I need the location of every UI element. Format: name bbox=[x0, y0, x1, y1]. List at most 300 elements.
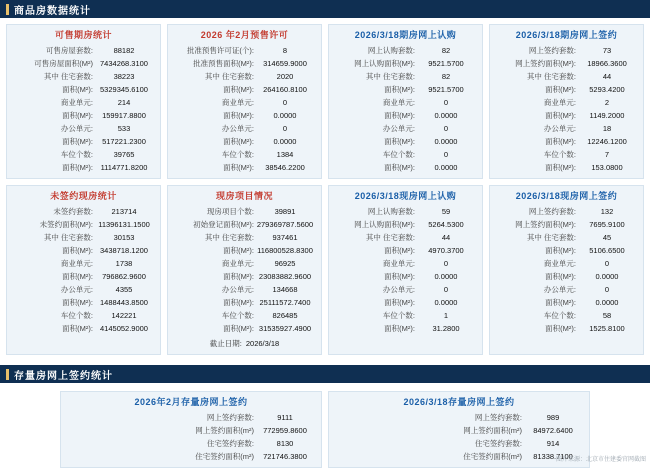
row-value: 9521.5700 bbox=[428, 59, 464, 68]
row-value: 1525.8100 bbox=[589, 324, 625, 333]
row-label: 车位个数: bbox=[60, 311, 93, 320]
card-stock-daily-contract bbox=[328, 391, 590, 468]
row-value: 5106.6500 bbox=[589, 246, 625, 255]
row-value: 0 bbox=[443, 259, 449, 268]
data-row bbox=[495, 296, 638, 309]
row-label: 办公单元: bbox=[382, 285, 415, 294]
row-label: 面积(M²): bbox=[384, 246, 415, 255]
data-row bbox=[495, 322, 638, 335]
data-row bbox=[334, 231, 477, 244]
row-value: 23083882.9600 bbox=[258, 272, 312, 281]
row-value: 73 bbox=[602, 46, 612, 55]
row-value: 81338.7100 bbox=[533, 452, 573, 461]
data-row bbox=[173, 218, 316, 231]
row-label: 商业单元: bbox=[543, 259, 576, 268]
row-value: 132 bbox=[600, 207, 614, 216]
row-value: 30153 bbox=[113, 233, 135, 242]
row-label: 批准预售面积(M²): bbox=[193, 59, 254, 68]
data-row bbox=[495, 244, 638, 257]
card-grid-commodity-housing bbox=[0, 18, 650, 361]
data-row bbox=[12, 309, 155, 322]
data-row bbox=[12, 44, 155, 57]
row-value: 44 bbox=[441, 233, 451, 242]
row-label: 面积(M²): bbox=[545, 85, 576, 94]
row-label: 住宅签约套数: bbox=[206, 439, 254, 448]
data-row bbox=[66, 437, 316, 450]
row-value: 989 bbox=[546, 413, 560, 422]
row-value: 0.0000 bbox=[434, 298, 458, 307]
card-rows bbox=[329, 411, 589, 463]
data-row bbox=[12, 96, 155, 109]
data-row bbox=[334, 135, 477, 148]
row-label: 面积(M²): bbox=[384, 111, 415, 120]
row-label: 车位个数: bbox=[382, 311, 415, 320]
data-row bbox=[334, 44, 477, 57]
card-available-presale bbox=[6, 24, 161, 179]
data-row bbox=[12, 322, 155, 335]
card-rows bbox=[61, 411, 321, 463]
row-value: 0 bbox=[443, 285, 449, 294]
row-label: 网上签约面积(m²) bbox=[463, 426, 522, 435]
row-label: 批准预售许可证(个): bbox=[186, 46, 254, 55]
data-row bbox=[173, 122, 316, 135]
row-value: 0 bbox=[604, 285, 610, 294]
row-value: 58 bbox=[602, 311, 612, 320]
row-label: 面积(M²): bbox=[384, 137, 415, 146]
section-title: 存量房网上签约统计 bbox=[14, 370, 113, 382]
card-presale-online-subscription bbox=[328, 24, 483, 179]
row-value: 3438718.1200 bbox=[100, 246, 148, 255]
row-value: 914 bbox=[546, 439, 560, 448]
section-header-commodity-housing bbox=[0, 0, 650, 18]
data-row bbox=[173, 70, 316, 83]
row-value: 517221.2300 bbox=[102, 137, 146, 146]
row-label: 面积(M²): bbox=[62, 163, 93, 172]
row-value: 5293.4200 bbox=[589, 85, 625, 94]
row-value: 31535927.4900 bbox=[258, 324, 312, 333]
row-value: 796862.9600 bbox=[102, 272, 146, 281]
row-label: 网上认购面积(M²): bbox=[354, 59, 415, 68]
row-value: 59 bbox=[441, 207, 451, 216]
row-label: 面积(M²): bbox=[223, 246, 254, 255]
data-row bbox=[12, 257, 155, 270]
row-label: 其中 住宅套数: bbox=[43, 233, 93, 242]
card-existing-online-subscription bbox=[328, 185, 483, 355]
data-row bbox=[66, 411, 316, 424]
row-label: 网上签约面积(M²): bbox=[515, 220, 576, 229]
row-label: 住宅签约面积(m²) bbox=[195, 452, 254, 461]
row-label: 面积(M²): bbox=[62, 246, 93, 255]
row-value: 0.0000 bbox=[434, 163, 458, 172]
row-value: 4970.3700 bbox=[428, 246, 464, 255]
data-row bbox=[173, 244, 316, 257]
data-row bbox=[495, 148, 638, 161]
row-label: 面积(M²): bbox=[62, 111, 93, 120]
card-rows bbox=[329, 205, 482, 335]
row-label: 车位个数: bbox=[221, 150, 254, 159]
data-row bbox=[12, 218, 155, 231]
data-row bbox=[12, 148, 155, 161]
row-label: 面积(M²): bbox=[223, 298, 254, 307]
row-value: 4145052.9000 bbox=[100, 324, 148, 333]
data-row bbox=[495, 70, 638, 83]
row-label: 未签约套数: bbox=[53, 207, 93, 216]
row-label: 面积(M²): bbox=[384, 85, 415, 94]
row-label: 办公单元: bbox=[543, 285, 576, 294]
card-title: 现房项目情况 bbox=[215, 191, 273, 201]
data-row bbox=[173, 148, 316, 161]
data-row bbox=[495, 161, 638, 174]
card-rows bbox=[490, 44, 643, 174]
row-value: 84972.6400 bbox=[533, 426, 573, 435]
row-label: 面积(M²): bbox=[384, 163, 415, 172]
data-row bbox=[12, 122, 155, 135]
row-value: 39765 bbox=[113, 150, 135, 159]
row-label: 面积(M²): bbox=[223, 111, 254, 120]
data-row bbox=[66, 450, 316, 463]
source-caption: 图片来源：北京市住建委官网截图 bbox=[555, 457, 646, 463]
row-label: 面积(M²): bbox=[384, 324, 415, 333]
data-row bbox=[334, 83, 477, 96]
row-label: 其中 住宅套数: bbox=[365, 72, 415, 81]
row-label: 办公单元: bbox=[221, 124, 254, 133]
row-label: 办公单元: bbox=[221, 285, 254, 294]
row-label: 网上签约面积(m²) bbox=[195, 426, 254, 435]
row-value: 0.0000 bbox=[595, 272, 619, 281]
row-value: 7434268.3100 bbox=[100, 59, 148, 68]
data-row bbox=[12, 135, 155, 148]
data-row bbox=[173, 309, 316, 322]
row-value: 38546.2200 bbox=[265, 163, 305, 172]
row-label: 网上认购套数: bbox=[367, 207, 415, 216]
data-row bbox=[173, 57, 316, 70]
row-label: 网上签约套数: bbox=[474, 413, 522, 422]
row-label: 办公单元: bbox=[543, 124, 576, 133]
data-row bbox=[173, 44, 316, 57]
row-value: 2026/3/18 bbox=[245, 339, 280, 348]
row-label: 面积(M²): bbox=[384, 272, 415, 281]
row-label: 办公单元: bbox=[382, 124, 415, 133]
row-value: 0.0000 bbox=[273, 137, 297, 146]
row-label: 面积(M²): bbox=[545, 298, 576, 307]
row-value: 82 bbox=[441, 72, 451, 81]
data-row bbox=[12, 57, 155, 70]
row-label: 车位个数: bbox=[60, 150, 93, 159]
section-header-stock-housing bbox=[0, 365, 650, 383]
row-label: 网上签约套数: bbox=[528, 46, 576, 55]
data-row bbox=[495, 44, 638, 57]
row-label: 住宅签约套数: bbox=[474, 439, 522, 448]
data-row bbox=[12, 109, 155, 122]
row-value: 214 bbox=[117, 98, 131, 107]
data-row bbox=[334, 70, 477, 83]
row-label: 其中 住宅套数: bbox=[526, 72, 576, 81]
row-label: 车位个数: bbox=[543, 150, 576, 159]
row-label: 面积(M²): bbox=[62, 324, 93, 333]
row-value: 44 bbox=[602, 72, 612, 81]
data-row bbox=[173, 270, 316, 283]
data-row bbox=[334, 96, 477, 109]
data-row bbox=[495, 283, 638, 296]
cutoff-date-row bbox=[173, 335, 316, 350]
row-label: 其中 住宅套数: bbox=[526, 233, 576, 242]
data-row bbox=[334, 424, 584, 437]
row-label: 面积(M²): bbox=[223, 137, 254, 146]
row-value: 0 bbox=[443, 98, 449, 107]
row-value: 2 bbox=[604, 98, 610, 107]
row-label: 面积(M²): bbox=[545, 324, 576, 333]
data-row bbox=[173, 205, 316, 218]
row-label: 网上认购面积(M²): bbox=[354, 220, 415, 229]
row-value: 96925 bbox=[274, 259, 296, 268]
data-row bbox=[334, 270, 477, 283]
data-row bbox=[495, 257, 638, 270]
row-value: 0.0000 bbox=[595, 298, 619, 307]
row-label: 初始登记面积(M²): bbox=[193, 220, 254, 229]
data-row bbox=[173, 109, 316, 122]
data-row bbox=[495, 205, 638, 218]
row-label: 办公单元: bbox=[60, 124, 93, 133]
row-label: 商业单元: bbox=[221, 259, 254, 268]
row-value: 1114771.8200 bbox=[100, 163, 148, 172]
row-value: 88182 bbox=[113, 46, 135, 55]
row-value: 1738 bbox=[115, 259, 133, 268]
row-value: 264160.8100 bbox=[263, 85, 307, 94]
card-title: 可售期房统计 bbox=[54, 30, 112, 40]
card-title: 2026年2月存量房网上签约 bbox=[134, 397, 248, 407]
data-row bbox=[334, 122, 477, 135]
row-value: 0.0000 bbox=[434, 137, 458, 146]
row-label: 未签约面积(M²): bbox=[39, 220, 93, 229]
data-row bbox=[173, 231, 316, 244]
row-value: 1488443.8500 bbox=[100, 298, 148, 307]
row-label: 商业单元: bbox=[60, 98, 93, 107]
card-rows bbox=[329, 44, 482, 174]
row-value: 4355 bbox=[115, 285, 133, 294]
row-value: 1384 bbox=[276, 150, 294, 159]
data-row bbox=[334, 296, 477, 309]
data-row bbox=[173, 257, 316, 270]
data-row bbox=[495, 218, 638, 231]
data-row bbox=[173, 161, 316, 174]
row-label: 面积(M²): bbox=[223, 163, 254, 172]
data-row bbox=[12, 231, 155, 244]
data-row bbox=[173, 283, 316, 296]
data-row bbox=[495, 83, 638, 96]
row-label: 商业单元: bbox=[221, 98, 254, 107]
row-value: 772959.8600 bbox=[263, 426, 307, 435]
row-value: 826485 bbox=[272, 311, 298, 320]
data-row bbox=[173, 96, 316, 109]
card-existing-project-status bbox=[167, 185, 322, 355]
data-row bbox=[12, 205, 155, 218]
row-label: 面积(M²): bbox=[62, 272, 93, 281]
row-value: 31.2800 bbox=[432, 324, 460, 333]
row-value: 1 bbox=[443, 311, 449, 320]
data-row bbox=[334, 411, 584, 424]
row-label: 面积(M²): bbox=[545, 137, 576, 146]
card-stock-monthly-contract bbox=[60, 391, 322, 468]
row-label: 商业单元: bbox=[382, 98, 415, 107]
card-grid-stock-housing bbox=[0, 383, 650, 476]
row-label: 面积(M²): bbox=[545, 246, 576, 255]
row-label: 商业单元: bbox=[543, 98, 576, 107]
row-label: 可售房屋面积(M²) bbox=[34, 59, 93, 68]
card-title: 2026/3/18期房网上签约 bbox=[515, 30, 618, 40]
row-label: 车位个数: bbox=[382, 150, 415, 159]
row-label: 网上签约面积(M²): bbox=[515, 59, 576, 68]
row-value: 45 bbox=[602, 233, 612, 242]
row-value: 937461 bbox=[272, 233, 298, 242]
data-row bbox=[12, 283, 155, 296]
row-label: 其中 住宅套数: bbox=[43, 72, 93, 81]
data-row bbox=[12, 270, 155, 283]
data-row bbox=[334, 109, 477, 122]
accent-bar-icon bbox=[6, 369, 9, 380]
row-label: 面积(M²): bbox=[62, 298, 93, 307]
data-row bbox=[495, 57, 638, 70]
row-value: 0.0000 bbox=[434, 272, 458, 281]
data-row bbox=[12, 70, 155, 83]
data-row bbox=[334, 283, 477, 296]
row-value: 533 bbox=[117, 124, 131, 133]
data-row bbox=[334, 161, 477, 174]
data-row bbox=[173, 322, 316, 335]
row-label: 其中 住宅套数: bbox=[365, 233, 415, 242]
row-label: 其中 住宅套数: bbox=[204, 72, 254, 81]
data-row bbox=[173, 135, 316, 148]
row-value: 39891 bbox=[274, 207, 296, 216]
row-label: 可售房屋套数: bbox=[45, 46, 93, 55]
row-label: 现房项目个数: bbox=[206, 207, 254, 216]
row-value: 7695.9100 bbox=[589, 220, 625, 229]
row-label: 网上签约套数: bbox=[528, 207, 576, 216]
row-label: 商业单元: bbox=[382, 259, 415, 268]
row-label: 面积(M²): bbox=[62, 137, 93, 146]
card-title: 2026/3/18现房网上认购 bbox=[354, 191, 457, 201]
row-label: 面积(M²): bbox=[62, 85, 93, 94]
data-row bbox=[66, 424, 316, 437]
row-label: 车位个数: bbox=[543, 311, 576, 320]
data-row bbox=[334, 437, 584, 450]
row-label: 住宅签约面积(m²) bbox=[463, 452, 522, 461]
card-rows bbox=[7, 44, 160, 174]
accent-bar-icon bbox=[6, 4, 9, 15]
row-value: 18 bbox=[602, 124, 612, 133]
row-value: 9111 bbox=[277, 413, 293, 422]
data-row bbox=[495, 96, 638, 109]
row-label: 网上认购套数: bbox=[367, 46, 415, 55]
row-label: 面积(M²): bbox=[545, 111, 576, 120]
data-row bbox=[12, 244, 155, 257]
row-value: 0 bbox=[604, 259, 610, 268]
data-row bbox=[173, 83, 316, 96]
data-row bbox=[495, 109, 638, 122]
row-value: 116800528.8300 bbox=[257, 246, 313, 255]
row-value: 314659.9000 bbox=[263, 59, 307, 68]
row-label: 网上签约套数: bbox=[206, 413, 254, 422]
row-value: 7 bbox=[604, 150, 610, 159]
data-row bbox=[173, 296, 316, 309]
card-title: 2026/3/18现房网上签约 bbox=[515, 191, 618, 201]
row-value: 11396131.1500 bbox=[98, 220, 150, 229]
row-value: 134668 bbox=[272, 285, 298, 294]
data-row bbox=[334, 57, 477, 70]
data-row bbox=[334, 148, 477, 161]
row-value: 0 bbox=[443, 124, 449, 133]
data-row bbox=[334, 257, 477, 270]
data-row bbox=[12, 161, 155, 174]
row-label: 面积(M²): bbox=[384, 298, 415, 307]
data-row bbox=[334, 322, 477, 335]
row-value: 38223 bbox=[113, 72, 135, 81]
row-value: 153.0800 bbox=[591, 163, 623, 172]
card-title: 2026 年2月预售许可 bbox=[200, 30, 289, 40]
row-value: 213714 bbox=[111, 207, 137, 216]
row-label: 面积(M²): bbox=[545, 272, 576, 281]
card-unsigned-existing bbox=[6, 185, 161, 355]
row-label: 面积(M²): bbox=[223, 324, 254, 333]
row-label: 面积(M²): bbox=[223, 85, 254, 94]
card-title: 2026/3/18存量房网上签约 bbox=[403, 397, 515, 407]
row-value: 142221 bbox=[111, 311, 137, 320]
row-label: 其中 住宅套数: bbox=[204, 233, 254, 242]
row-value: 8130 bbox=[276, 439, 294, 448]
row-value: 12246.1200 bbox=[587, 137, 627, 146]
row-label: 截止日期: bbox=[209, 339, 242, 348]
data-row bbox=[12, 296, 155, 309]
data-row bbox=[495, 231, 638, 244]
row-label: 面积(M²): bbox=[545, 163, 576, 172]
data-row bbox=[495, 122, 638, 135]
row-label: 面积(M²): bbox=[223, 272, 254, 281]
row-value: 0 bbox=[282, 98, 288, 107]
data-row bbox=[334, 309, 477, 322]
row-value: 5264.5300 bbox=[428, 220, 464, 229]
row-value: 0 bbox=[443, 150, 449, 159]
row-label: 商业单元: bbox=[60, 259, 93, 268]
data-row bbox=[334, 218, 477, 231]
row-value: 0.0000 bbox=[434, 111, 458, 120]
row-value: 0 bbox=[282, 124, 288, 133]
row-value: 82 bbox=[441, 46, 451, 55]
row-value: 721746.3800 bbox=[263, 452, 307, 461]
row-value: 9521.5700 bbox=[428, 85, 464, 94]
row-label: 车位个数: bbox=[221, 311, 254, 320]
row-value: 2020 bbox=[276, 72, 294, 81]
row-label: 办公单元: bbox=[60, 285, 93, 294]
row-value: 5329345.6100 bbox=[100, 85, 148, 94]
card-rows bbox=[7, 205, 160, 335]
data-row bbox=[334, 244, 477, 257]
data-row bbox=[334, 205, 477, 218]
data-row bbox=[495, 270, 638, 283]
data-row bbox=[334, 450, 584, 463]
row-value: 159917.8800 bbox=[102, 111, 146, 120]
card-presale-permit bbox=[167, 24, 322, 179]
row-value: 25111572.7400 bbox=[259, 298, 311, 307]
section-title: 商品房数据统计 bbox=[14, 5, 91, 17]
row-value: 0.0000 bbox=[273, 111, 297, 120]
data-row bbox=[495, 309, 638, 322]
card-presale-online-contract bbox=[489, 24, 644, 179]
card-rows bbox=[490, 205, 643, 335]
row-value: 279369787.5600 bbox=[256, 220, 314, 229]
card-title: 2026/3/18期房网上认购 bbox=[354, 30, 457, 40]
row-value: 18966.3600 bbox=[587, 59, 627, 68]
card-title: 未签约现房统计 bbox=[50, 191, 117, 201]
card-rows bbox=[168, 205, 321, 350]
